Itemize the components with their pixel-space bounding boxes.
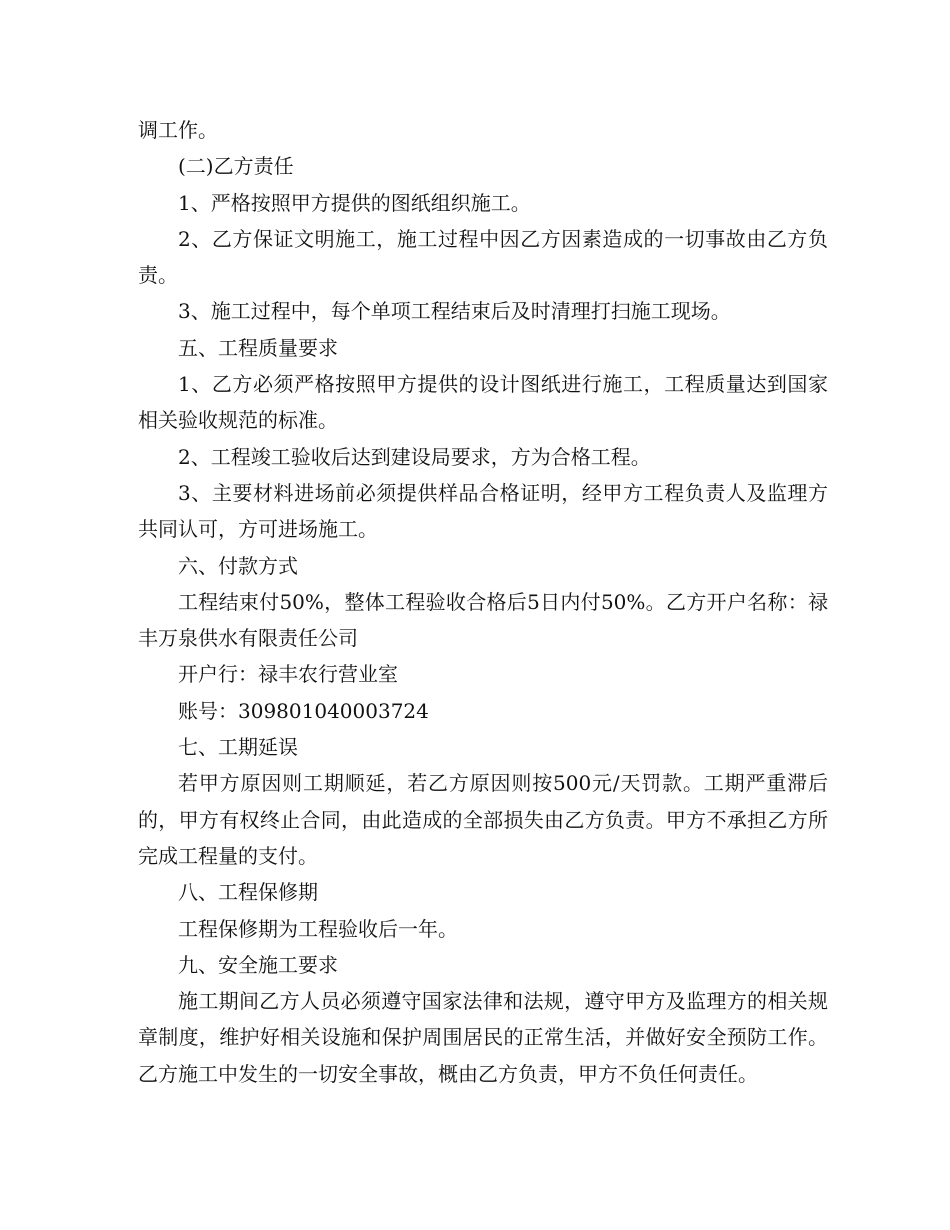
paragraph: 开户行：禄丰农行营业室 <box>178 662 398 687</box>
paragraph: 调工作。 <box>138 118 218 142</box>
paragraph: 2、乙方保证文明施工，施工过程中因乙方因素造成的一切事故由乙方负责。 <box>138 226 828 288</box>
document-body <box>138 112 828 1092</box>
paragraph: 若甲方原因则工期顺延，若乙方原因则按500元/天罚款。工期严重滞后的，甲方有权终止合同，由此造成的全部损失由乙方负责。甲方不承担乙方所完成工程量的支付。 <box>138 771 828 868</box>
paragraph: 1、乙方必须严格按照甲方提供的设计图纸进行施工，工程质量达到国家相关验收规范的标准。 <box>138 372 828 433</box>
paragraph: 工程结束付50%，整体工程验收合格后5日内付50%。乙方开户名称：禄丰万泉供水有限责任公司 <box>138 589 828 651</box>
paragraph: 3、施工过程中，每个单项工程结束后及时清理打扫施工现场。 <box>178 299 731 324</box>
section-heading: 五、工程质量要求 <box>178 335 338 360</box>
section-heading: (二)乙方责任 <box>178 154 294 179</box>
paragraph: 3、主要材料进场前必须提供样品合格证明，经甲方工程负责人及监理方共同认可，方可进场施工。 <box>138 480 828 542</box>
section-heading: 八、工程保修期 <box>178 880 318 905</box>
section-heading: 七、工期延误 <box>178 735 298 760</box>
paragraph: 1、严格按照甲方提供的图纸组织施工。 <box>178 190 531 215</box>
paragraph: 工程保修期为工程验收后一年。 <box>178 916 458 941</box>
paragraph: 2、工程竣工验收后达到建设局要求，方为合格工程。 <box>178 444 651 469</box>
section-heading: 六、付款方式 <box>178 553 298 578</box>
paragraph: 施工期间乙方人员必须遵守国家法律和法规，遵守甲方及监理方的相关规章制度，维护好相关设施和保护周围居民的正常生活，并做好安全预防工作。乙方施工中发生的一切安全事故，概由乙方负责，甲方不负任何责任。 <box>138 989 828 1086</box>
section-heading: 九、安全施工要求 <box>178 952 338 977</box>
paragraph: 账号：309801040003724 <box>178 698 429 723</box>
